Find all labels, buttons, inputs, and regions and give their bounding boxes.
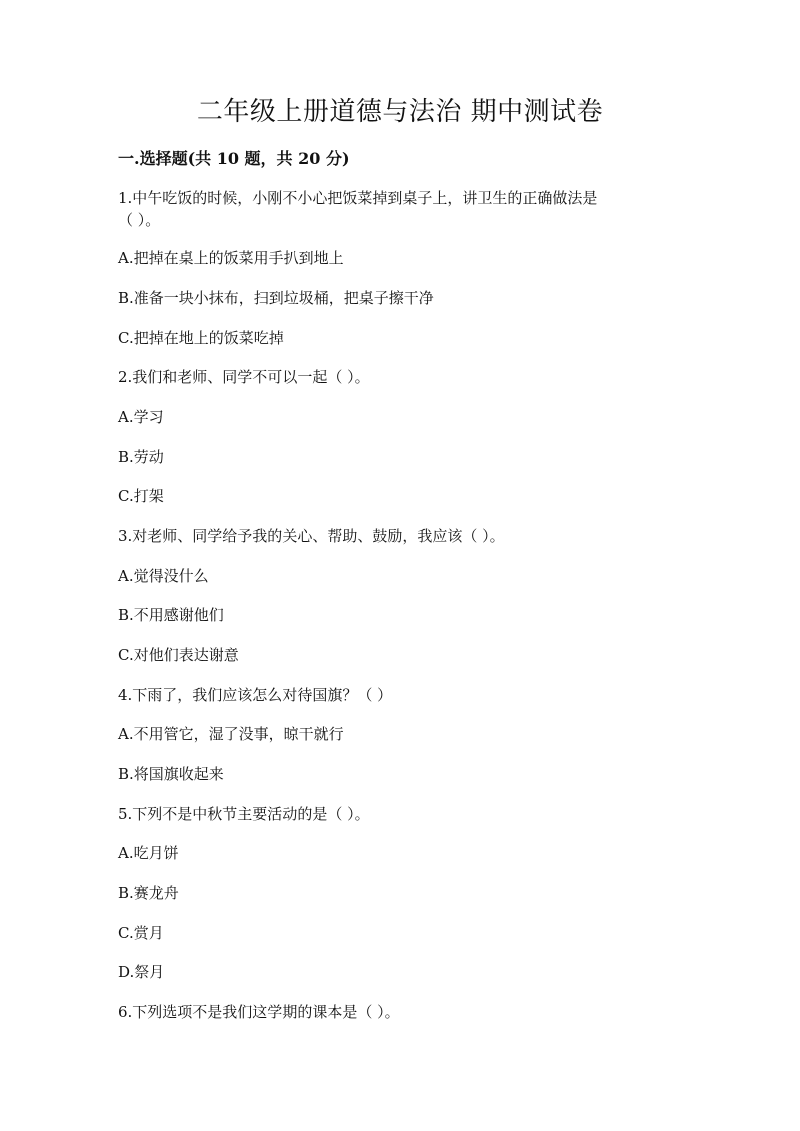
question-1-stem-continued: （ ）。 bbox=[118, 211, 161, 229]
question-5-option-b: B.赛龙舟 bbox=[118, 884, 179, 902]
question-3-option-b: B.不用感谢他们 bbox=[118, 606, 224, 624]
question-6-stem: 6.下列选项不是我们这学期的课本是（ ）。 bbox=[118, 1003, 400, 1021]
question-5-option-c: C.赏月 bbox=[118, 924, 164, 942]
question-3-option-a: A.觉得没什么 bbox=[118, 567, 209, 585]
question-1-option-c: C.把掉在地上的饭菜吃掉 bbox=[118, 329, 284, 347]
question-5-option-a: A.吃月饼 bbox=[118, 844, 179, 862]
question-4-stem: 4.下雨了，我们应该怎么对待国旗？（ ） bbox=[118, 686, 393, 704]
question-4-option-b: B.将国旗收起来 bbox=[118, 765, 224, 783]
page-title: 二年级上册道德与法治 期中测试卷 bbox=[196, 97, 604, 127]
question-5-option-d: D.祭月 bbox=[118, 963, 165, 981]
question-1-option-a: A.把掉在桌上的饭菜用手扒到地上 bbox=[118, 249, 344, 267]
question-1-option-b: B.准备一块小抹布，扫到垃圾桶，把桌子擦干净 bbox=[118, 289, 434, 307]
question-2-option-c: C.打架 bbox=[118, 487, 164, 505]
question-4-option-a: A.不用管它，湿了没事，晾干就行 bbox=[118, 725, 344, 743]
section-heading: 一.选择题(共 10 题，共 20 分) bbox=[118, 149, 350, 168]
question-3-stem: 3.对老师、同学给予我的关心、帮助、鼓励，我应该（ ）。 bbox=[118, 527, 505, 545]
question-1-stem: 1.中午吃饭的时候，小刚不小心把饭菜掉到桌子上，讲卫生的正确做法是 bbox=[118, 189, 598, 207]
question-3-option-c: C.对他们表达谢意 bbox=[118, 646, 239, 664]
question-2-option-a: A.学习 bbox=[118, 408, 164, 426]
question-5-stem: 5.下列不是中秋节主要活动的是（ ）。 bbox=[118, 805, 370, 823]
question-2-stem: 2.我们和老师、同学不可以一起（ ）。 bbox=[118, 368, 370, 386]
question-2-option-b: B.劳动 bbox=[118, 448, 164, 466]
